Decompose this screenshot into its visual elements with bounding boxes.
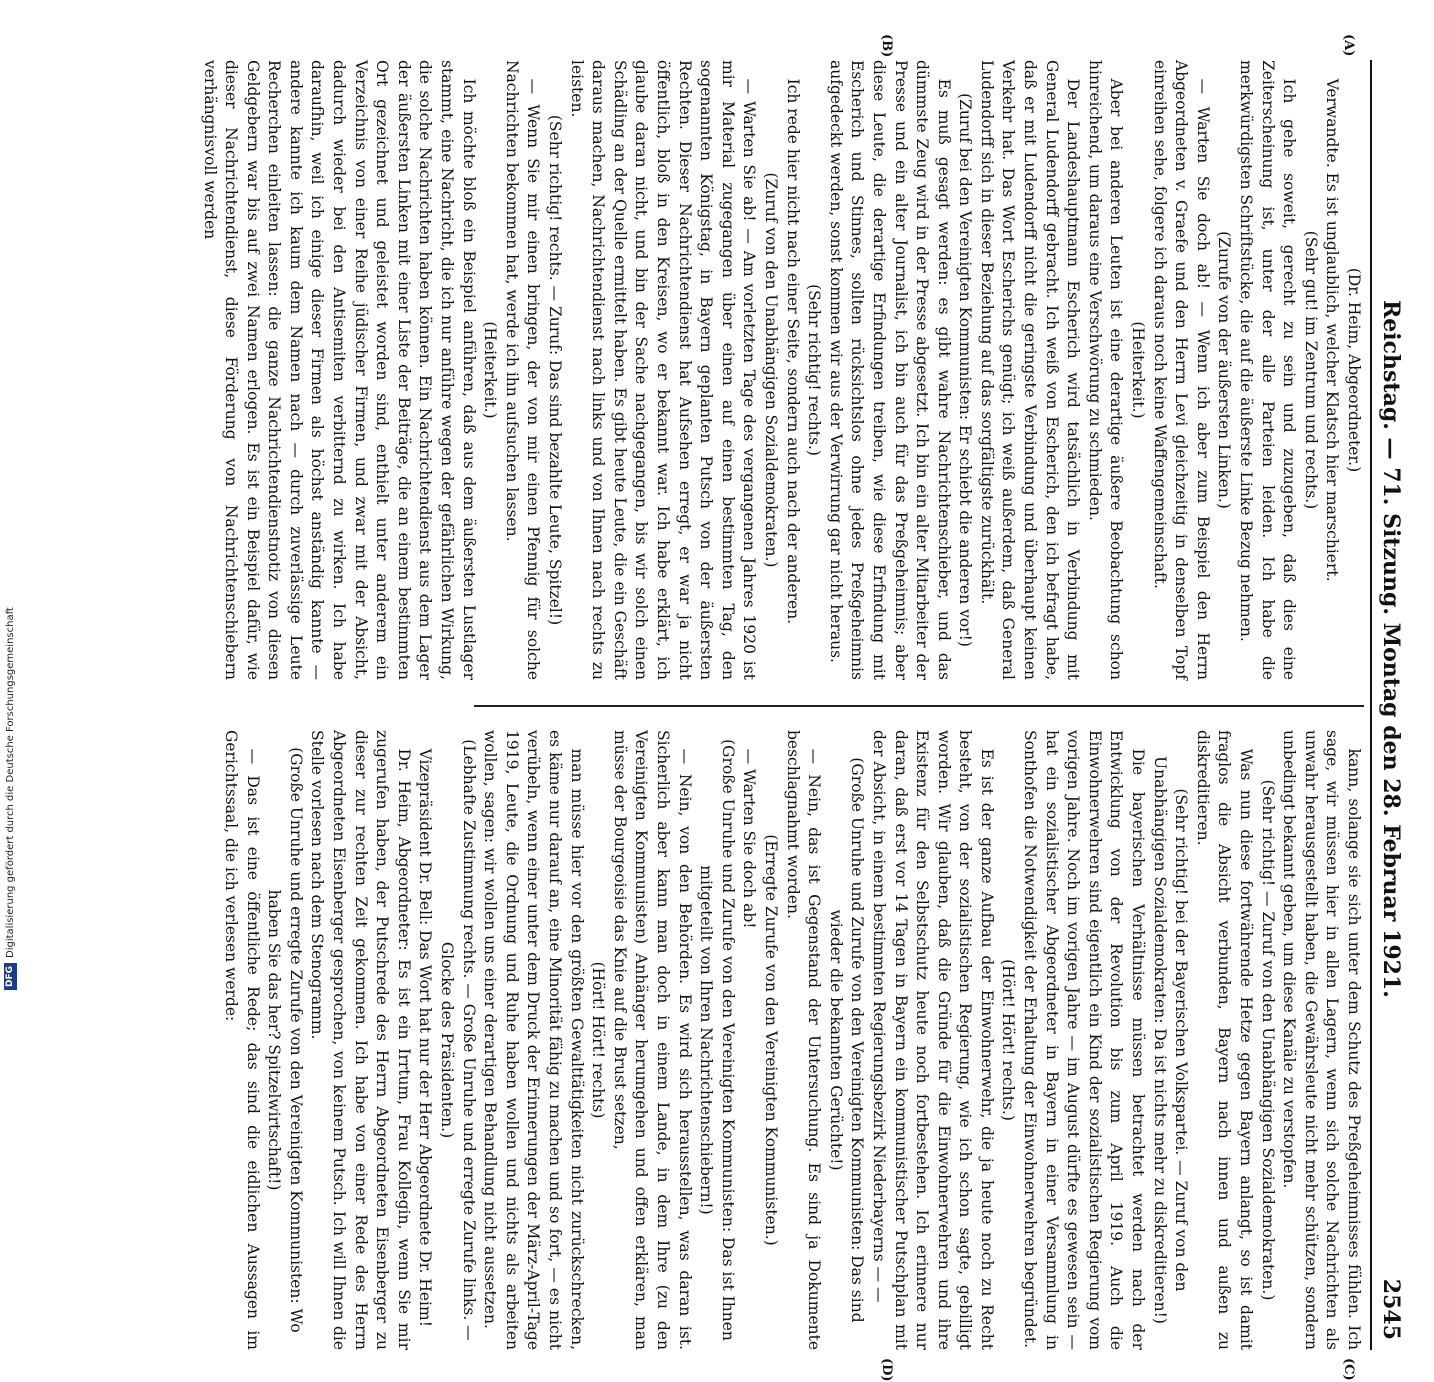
paragraph: Aber bei anderen Leuten ist eine derartige äußere Beobachtung schon hinreichend, um daraus eine Verschwörung zu schmieden. — [1085, 60, 1126, 680]
page-title: Reichstag. — 71. Sitzung. Montag den 28. Februar 1921. — [1378, 300, 1404, 998]
paragraph: (Große Unruhe und Zurufe von den Vereinigten Kommunisten: Das ist Ihnen mitgeteilt von Ihren Nachrichtenschiebern!) — [697, 739, 737, 1341]
dfg-logo: DFG — [4, 963, 17, 990]
paragraph: (Zurufe von der äußersten Linken.) — [1215, 231, 1234, 509]
paragraph: (Hört! Hört! rechts.) — [999, 959, 1018, 1121]
paragraph: Dr. Heim, Abgeordneter: Es ist ein Irrtum, Frau Kollegin, wenn Sie mir zugerufen haben, der Putschrede des Herrn Abgeordneten Eisenberger zu dieser zur rechten Zeit gekommen. Ich habe von einer Rede des Herrn Abgeordneten Eisenberger gesprochen, von keinem Putsch. Ich will Ihnen die Stelle vorlesen nach dem Stenogramm. — [308, 730, 413, 1350]
paragraph: (Heiterkeit.) — [1129, 321, 1148, 419]
margin-mark-c: (C) — [1341, 1358, 1356, 1381]
paragraph: (Erregte Zurufe von den Vereinigten Kommunisten.) — [761, 834, 780, 1246]
paragraph: — Wenn Sie mir einen bringen, der von mir einen Pfennig für solche Nachrichten bekommen hat, werde ich ihn aufsuchen lassen. — [502, 60, 543, 680]
paragraph: (Sehr gut! im Zentrum und rechts.) — [1301, 230, 1320, 510]
margin-mark-d: (D) — [879, 1358, 894, 1382]
text-columns — [200, 34, 1364, 1382]
paragraph: man müsse hier vor den größten Gewalttätigkeiten nicht zurückschrecken, es käme nur darauf an, eine Minorität fähig zu machen und so fort, — es nicht verübeln, wenn einer unter dem Druck der Erinnerungen der März-April-Tage 1919, Leute, die Ordnung und Ruhe haben wollen und nichts als arbeiten wollen, sagen: wir wollen uns einer derartigen Behandlung nicht aussetzen. — [481, 730, 586, 1350]
paragraph: (Heiterkeit.) — [481, 321, 500, 419]
page-header — [1370, 60, 1406, 1350]
paragraph: Der Landeshauptmann Escherich wird tatsächlich in Verbindung mit General Ludendorff gebracht. Ich weiß von Escherich, den ich befragt habe, daß er mit Ludendorff nicht die geringste Verbindung und überhaupt keinen Verkehr hat. Das Wort Escherichs genügt; ich weiß außerdem, daß General Ludendorff sich in dieser Beziehung auf das sorgfältigste zurückhält. — [977, 60, 1083, 680]
paragraph: — Warten Sie ab! — Am vorletzten Tage des vergangenen Jahres 1920 ist mir Material zugegangen über einen auf einen bestimmten Tag, den sogenannten Königstag, in Bayern geplanten Putsch von der äußersten Rechten. Dieser Nachrichtendienst hat Aufsehen erregt, er war ja nicht öffentlich, bloß in den Kreisen, wo er bekannt war. Ich habe erklärt, ich glaube daran nicht, und bin der Sache nachgegangen, bis wir solch einen Schädling an der Quelle ermittelt haben. Es gibt heute Leute, die ein Geschäft daraus machen, Nachrichtendienst nach links und von Ihnen nach rechts zu leisten. — [567, 60, 759, 680]
paragraph: Ich möchte bloß ein Beispiel anführen, daß aus dem äußersten Lustlager stammt, eine Nachricht, die ich nur anführe wegen der gefährlichen Wirkung, die solche Nachrichten haben können. Ein Nachrichtendienst aus dem Lager der äußersten Linken mit einer Liste der Beiträge, die an einem bestimmten Ort gezeichnet und geleistet worden sind, enthielt unter anderem ein Verzeichnis von einer Reihe jüdischer Firmen, und zwar mit der Absicht, dadurch wieder bei den Antisemiten verbitternd zu wirken. Ich habe daraufhin, weil ich einige dieser Firmen als höchst anständig kannte — andere kannte ich kaum dem Namen nach — durch zuverlässige Leute Recherchen einleiten lassen: die ganze Nachrichtendienstnotiz von diesen Geldgebern war bis auf zwei Namen erlogen. Es ist ein Beispiel dafür, wie dieser Nachrichtendienst, diese Förderung von Nachrichtenschiebern verhängnisvoll werden — [200, 60, 478, 680]
paragraph: Ich gehe soweit, gerecht zu sein und zuzugeben, daß dies eine Zeiterscheinung ist, unter der alle Parteien leiden. Ich habe die merkwürdigsten Schriftstücke, die auf die äußerste Linke Bezug nehmen. — [1237, 60, 1299, 680]
paragraph: (Zuruf von den Unabhängigen Sozialdemokraten.) — [761, 172, 780, 568]
paragraph: — Nein, von den Behörden. Es wird sich herausstellen, was daran ist. Sicherlich aber kann man doch in einem Lande, in dem Ihre (zu den Vereinigten Kommunisten) Anhänger herumgehen und offen erklären, man müsse der Bourgeoisie das Knie auf die Brust setzen, — [610, 730, 694, 1350]
paragraph: (Sehr richtig! bei der Bayerischen Volkspartei. — Zuruf von den Unabhängigen Sozialdemokraten: Da ist nichts mehr zu diskreditieren!) — [1150, 756, 1191, 1324]
paragraph: — Das ist eine öffentliche Rede; das sind die eidlichen Aussagen im Gerichtssaal, die ich verlesen werde: — [222, 730, 262, 1350]
paragraph: (Hört! Hört! rechts) — [589, 961, 608, 1119]
paragraph: — Warten Sie doch ab! — Wenn ich aber zum Beispiel den Herrn Abgeordneten v. Graefe und den Herrn Levi gleichzeitig in denselben Topf einreihen sehe, folgere ich daraus noch keine Waffengemeinschaft. — [1150, 60, 1212, 680]
paragraph: (Sehr richtig! — Zuruf von den Unabhängigen Sozialdemokraten.) — [1258, 779, 1277, 1301]
paragraph: — Warten Sie doch ab! — [740, 748, 759, 929]
right-column — [222, 730, 1364, 1350]
paragraph: (Sehr richtig! rechts. — Zuruf: Das sind bezahlte Leute, Spitzel!) — [546, 114, 565, 626]
left-column — [200, 60, 1364, 680]
margin-mark-b: (B) — [879, 34, 894, 58]
paragraph: Die bayerischen Verhältnisse müssen betrachtet werden nach der Entwicklung von der Revolution bis zum April 1919. Auch die Einwohnerwehren sind eigentlich ein Kind der sozialistischen Regierung vom vorigen Jahre. Noch im vorigen Jahre — im August dürfte es gewesen sein — hat ein sozialistischer Abgeordneter in Bayern in einer Versammlung in Sonthofen die Notwendigkeit der Erhaltung der Einwohnerwehren begründet. — [1021, 730, 1148, 1350]
paragraph: (Lebhafte Zustimmung rechts. — Große Unruhe und erregte Zurufe links. — Glocke des Präsidenten.) — [438, 739, 478, 1341]
margin-mark-a: (A) — [1341, 34, 1356, 57]
page-number: 2545 — [1378, 1278, 1404, 1340]
paragraph: Verwandte. Es ist unglaublich, welcher Klatsch hier marschiert. — [1323, 78, 1342, 582]
paragraph: — Nein, das ist Gegenstand der Untersuchung. Es sind ja Dokumente beschlagnahmt worden. — [783, 730, 824, 1350]
credit-strip — [0, 0, 22, 1000]
paragraph: kann, solange sie sich unter dem Schutz des Preßgeheimnisses fühlen. Ich sage, wir müssen hier in allen Lagern, wenn sich solche Nachrichten als unwahr herausgestellt haben, die Gewährsleute nicht mehr schützen, sondern unbedingt bekannt geben, um diese Kanäle zu verstopfen. — [1280, 730, 1363, 1350]
paragraph: (Dr. Heim, Abgeordneter.) — [1345, 267, 1363, 473]
paragraph: (Große Unruhe und Zurufe von den Vereinigten Kommunisten: Das sind wieder die bekannten Gerüchte!) — [826, 757, 867, 1323]
paragraph: (Sehr richtig! rechts.) — [805, 284, 824, 456]
paragraph: Ich rede hier nicht nach einer Seite, sondern auch nach der anderen. — [783, 78, 802, 625]
paragraph: Es ist der ganze Aufbau der Einwohnerwehr, die ja heute noch zu Recht besteht, von der sozialistischen Regierung, wie ich schon sagte, gebilligt worden. Wir glauben, daß die Gründe für die Einwohnerwehren und ihre Existenz für den Selbstschutz heute noch fortbestehen. Ich erinnere nur daran, daß erst vor 14 Tagen in Bayern ein kommunistischer Putschplan mit der Absicht, in einem bestimmten Regierungsbezirk Niederbayerns — — — [869, 730, 996, 1350]
paragraph: Es muß gesagt werden: es gibt wahre Nachrichtenschieber, und das dümmste Zeug wird in der Presse abgesetzt. Ich bin ein alter Mitarbeiter der Presse und ein alter Journalist, ich bin auch für das Preßgeheimnis; aber diese Leute, die derartige Erfindungen treiben, wie diese Erfindung mit Escherich und Stinnes, sollten rücksichtslos ohne jedes Preßgeheimnis aufgedeckt werden, sonst kommen wir aus der Verwirrung gar nicht heraus. — [826, 60, 953, 680]
paragraph: Was nun diese fortwährende Hetze gegen Bayern anlangt, so ist damit fraglos die Absicht verbunden, Bayern nach innen und außen zu diskreditieren. — [1193, 730, 1256, 1350]
credit-text: Digitalisierung gefördert durch die Deutsche Forschungsgemeinschaft — [5, 607, 16, 958]
column-divider — [474, 705, 1364, 707]
paragraph: (Große Unruhe und erregte Zurufe von den Vereinigten Kommunisten: Wo haben Sie das her? Spitzelwirtschaft!) — [265, 747, 305, 1333]
paragraph: (Zuruf bei den Vereinigten Kommunisten: Er schiebt die anderen vor!) — [956, 93, 975, 647]
paragraph: Vizepräsident Dr. Bell: Das Wort hat nur der Herr Abgeordnete Dr. Heim! — [416, 748, 435, 1327]
